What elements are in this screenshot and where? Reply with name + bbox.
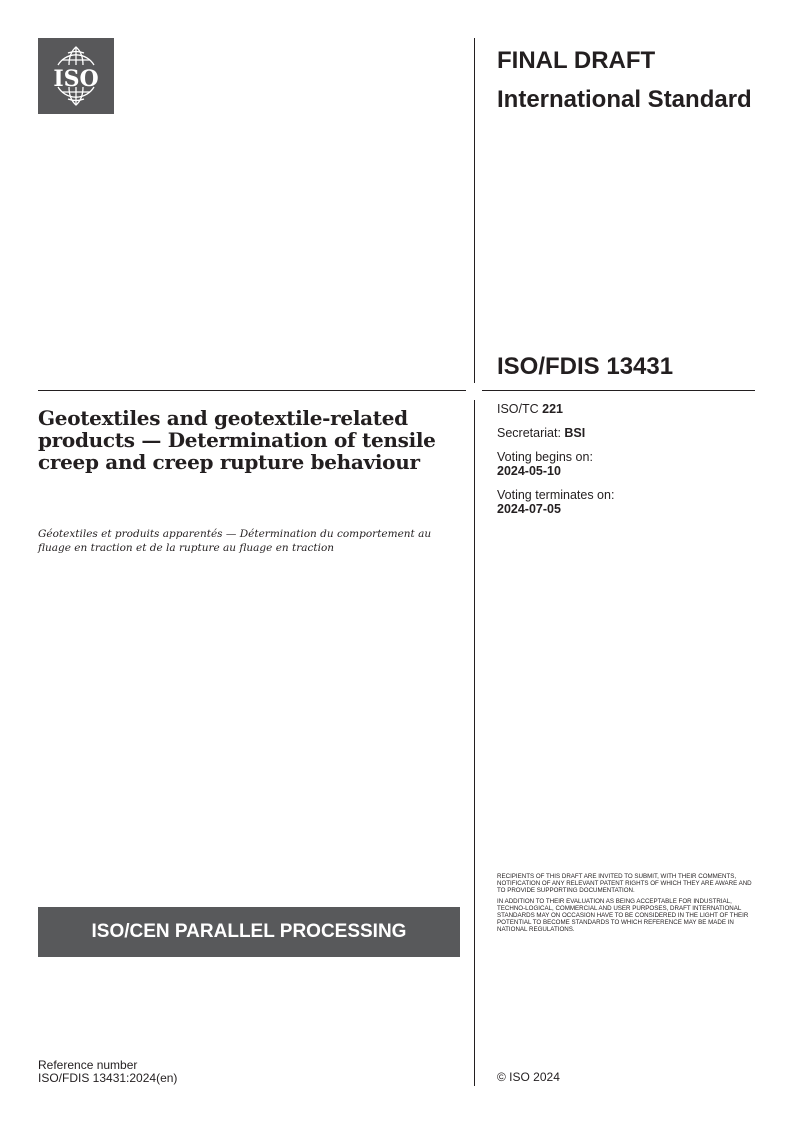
logo-text: ISO — [53, 66, 99, 92]
column-divider-top — [474, 38, 475, 383]
secretariat-row — [497, 426, 614, 440]
french-title: Géotextiles et produits apparentés — Détermination du comportement au fluage en traction et de la rupture au fluage en traction — [38, 528, 432, 554]
reference-number — [38, 1059, 177, 1085]
voting-terminates-label: Voting terminates on: — [497, 488, 615, 502]
column-divider-bottom — [474, 400, 475, 1086]
document-number: ISO/FDIS 13431 — [497, 353, 674, 380]
iso-globe-icon — [38, 38, 114, 114]
voting-begins-value: 2024-05-10 — [497, 464, 561, 478]
notice-paragraph-1: RECIPIENTS OF THIS DRAFT ARE INVITED TO SUBMIT, WITH THEIR COMMENTS, NOTIFICATION OF ANY RELEVANT PATENT RIGHTS OF WHICH THEY ARE AWARE AND TO PROVIDE SUPPORTING DOCUMENTATION. — [497, 873, 752, 895]
left-horizontal-rule — [38, 390, 466, 391]
committee-label: ISO/TC — [497, 402, 539, 416]
copyright: © ISO 2024 — [497, 1070, 560, 1084]
draft-notice — [497, 873, 759, 937]
draft-status: FINAL DRAFT — [497, 47, 656, 74]
right-horizontal-rule — [482, 390, 755, 391]
voting-begins-row — [497, 450, 614, 478]
reference-value: ISO/FDIS 13431:2024(en) — [38, 1071, 178, 1085]
secretariat-label: Secretariat: — [497, 426, 561, 440]
english-title: Geotextiles and geotextile-related products — Determination of tensile creep and creep rupture behaviour — [38, 406, 436, 474]
reference-label: Reference number — [38, 1058, 138, 1072]
notice-paragraph-2: IN ADDITION TO THEIR EVALUATION AS BEING ACCEPTABLE FOR INDUSTRIAL, TECHNO-LOGICAL, COMMERCIAL AND USER PURPOSES, DRAFT INTERNATIONAL STANDARDS MAY ON OCCASION HAVE TO BE CONSIDERED IN THE LIGHT OF THEIR POTENTIAL TO BECOME STANDARDS TO WHICH REFERENCE MAY BE MADE IN NATIONAL REGULATIONS. — [497, 897, 749, 934]
iso-logo — [38, 38, 114, 114]
committee-value: 221 — [542, 402, 564, 416]
voting-begins-label: Voting begins on: — [497, 450, 593, 464]
committee-row — [497, 402, 614, 416]
document-metadata — [497, 402, 614, 526]
voting-terminates-row — [497, 488, 614, 516]
document-type: International Standard — [497, 86, 752, 113]
parallel-processing-banner: ISO/CEN PARALLEL PROCESSING — [38, 907, 460, 957]
secretariat-value: BSI — [564, 426, 586, 440]
voting-terminates-value: 2024-07-05 — [497, 502, 561, 516]
